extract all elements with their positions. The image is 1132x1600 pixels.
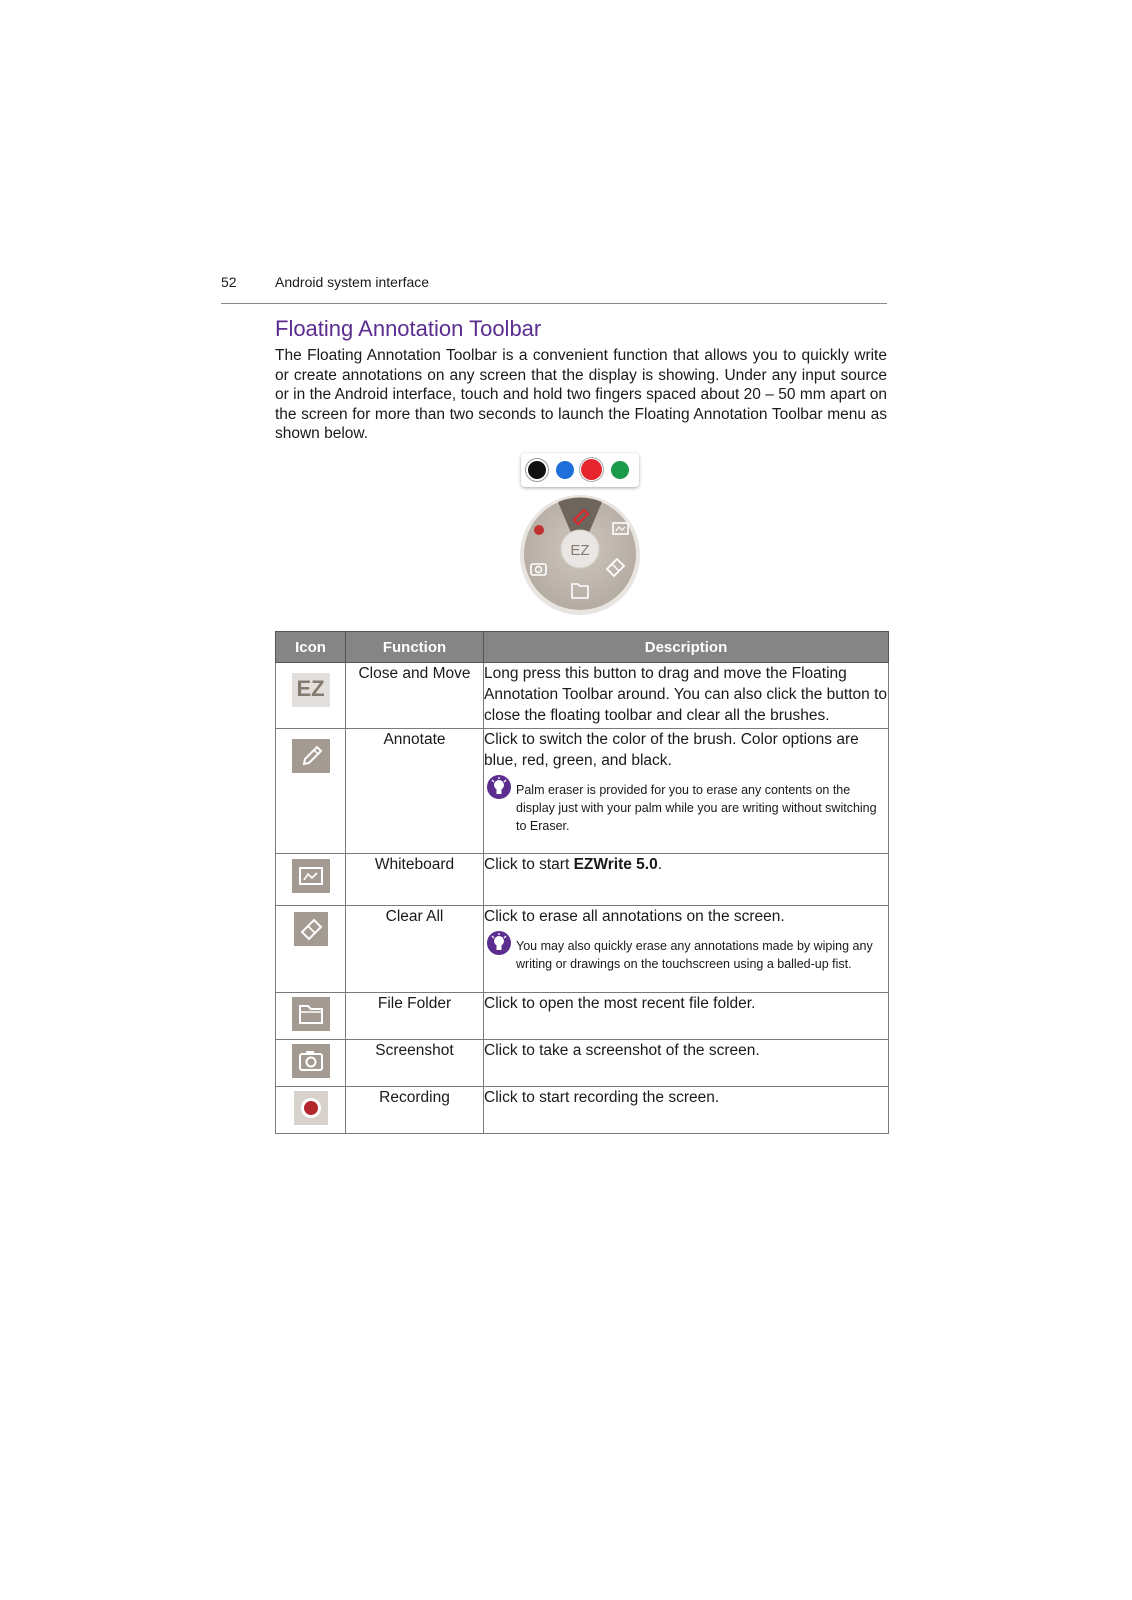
tip-text: Palm eraser is provided for you to erase any contents on the display just with your palm while you are writing without switching to Eraser.	[516, 783, 877, 833]
header-function: Function	[346, 632, 484, 663]
function-cell: Recording	[346, 1087, 484, 1134]
floating-toolbar	[518, 492, 642, 618]
function-cell: Screenshot	[346, 1040, 484, 1087]
description-text: Click to erase all annotations on the screen.	[484, 908, 785, 925]
ez-center-label: EZ	[570, 542, 590, 559]
intro-paragraph: The Floating Annotation Toolbar is a convenient function that allows you to quickly write or create annotations on any screen that the display is showing. Under any input source or in the Android interface, touch and hold two fingers spaced about 20 – 50 mm apart on the screen for more than two seconds to launch the Floating Annotation Toolbar menu as shown below.	[275, 347, 887, 442]
function-cell: Annotate	[346, 729, 484, 854]
camera-icon	[292, 1044, 330, 1078]
brand-name: EZWrite 5.0	[573, 856, 658, 873]
header-icon: Icon	[276, 632, 346, 663]
table-row	[276, 906, 889, 993]
whiteboard-icon	[292, 859, 330, 893]
lightbulb-icon	[486, 774, 512, 805]
description-text: Click to switch the color of the brush. Color options are blue, red, green, and black.	[484, 731, 859, 769]
description-cell: Click to take a screenshot of the screen.	[484, 1040, 889, 1087]
header-rule	[221, 303, 887, 304]
table-row	[276, 1087, 889, 1134]
record-icon	[294, 1091, 328, 1125]
table-row	[276, 993, 889, 1040]
color-swatch-black[interactable]	[528, 461, 546, 479]
folder-icon	[292, 997, 330, 1031]
description-cell: Click to open the most recent file folder.	[484, 993, 889, 1040]
description-cell: Click to start EZWrite 5.0.	[484, 854, 889, 906]
eraser-icon	[294, 912, 328, 946]
toolbar-function-table	[275, 631, 889, 1134]
description-cell: Long press this button to drag and move the Floating Annotation Toolbar around. You can also click the button to close the floating toolbar and clear all the brushes.	[484, 663, 889, 729]
pen-icon	[292, 739, 330, 773]
table-row	[276, 729, 889, 854]
color-palette	[521, 453, 639, 487]
table-header-row	[276, 632, 889, 663]
function-cell: Whiteboard	[346, 854, 484, 906]
function-cell: File Folder	[346, 993, 484, 1040]
running-header: Android system interface	[275, 274, 430, 290]
record-icon[interactable]	[534, 525, 544, 535]
header-description: Description	[484, 632, 889, 663]
table-row	[276, 854, 889, 906]
color-swatch-blue[interactable]	[556, 461, 574, 479]
description-cell: Click to start recording the screen.	[484, 1087, 889, 1134]
page-number: 52	[221, 274, 237, 290]
table-row	[276, 663, 889, 729]
tip-note	[484, 781, 888, 835]
page-title: Floating Annotation Toolbar	[275, 316, 542, 341]
tip-note	[484, 937, 888, 973]
color-swatch-green[interactable]	[611, 461, 629, 479]
lightbulb-icon	[486, 930, 512, 961]
function-cell: Close and Move	[346, 663, 484, 729]
tip-text: You may also quickly erase any annotations made by wiping any writing or drawings on the touchscreen using a balled-up fist.	[516, 939, 873, 971]
ez-icon: EZ	[292, 673, 330, 707]
table-row	[276, 1040, 889, 1087]
function-cell: Clear All	[346, 906, 484, 993]
color-swatch-red[interactable]	[581, 459, 602, 480]
